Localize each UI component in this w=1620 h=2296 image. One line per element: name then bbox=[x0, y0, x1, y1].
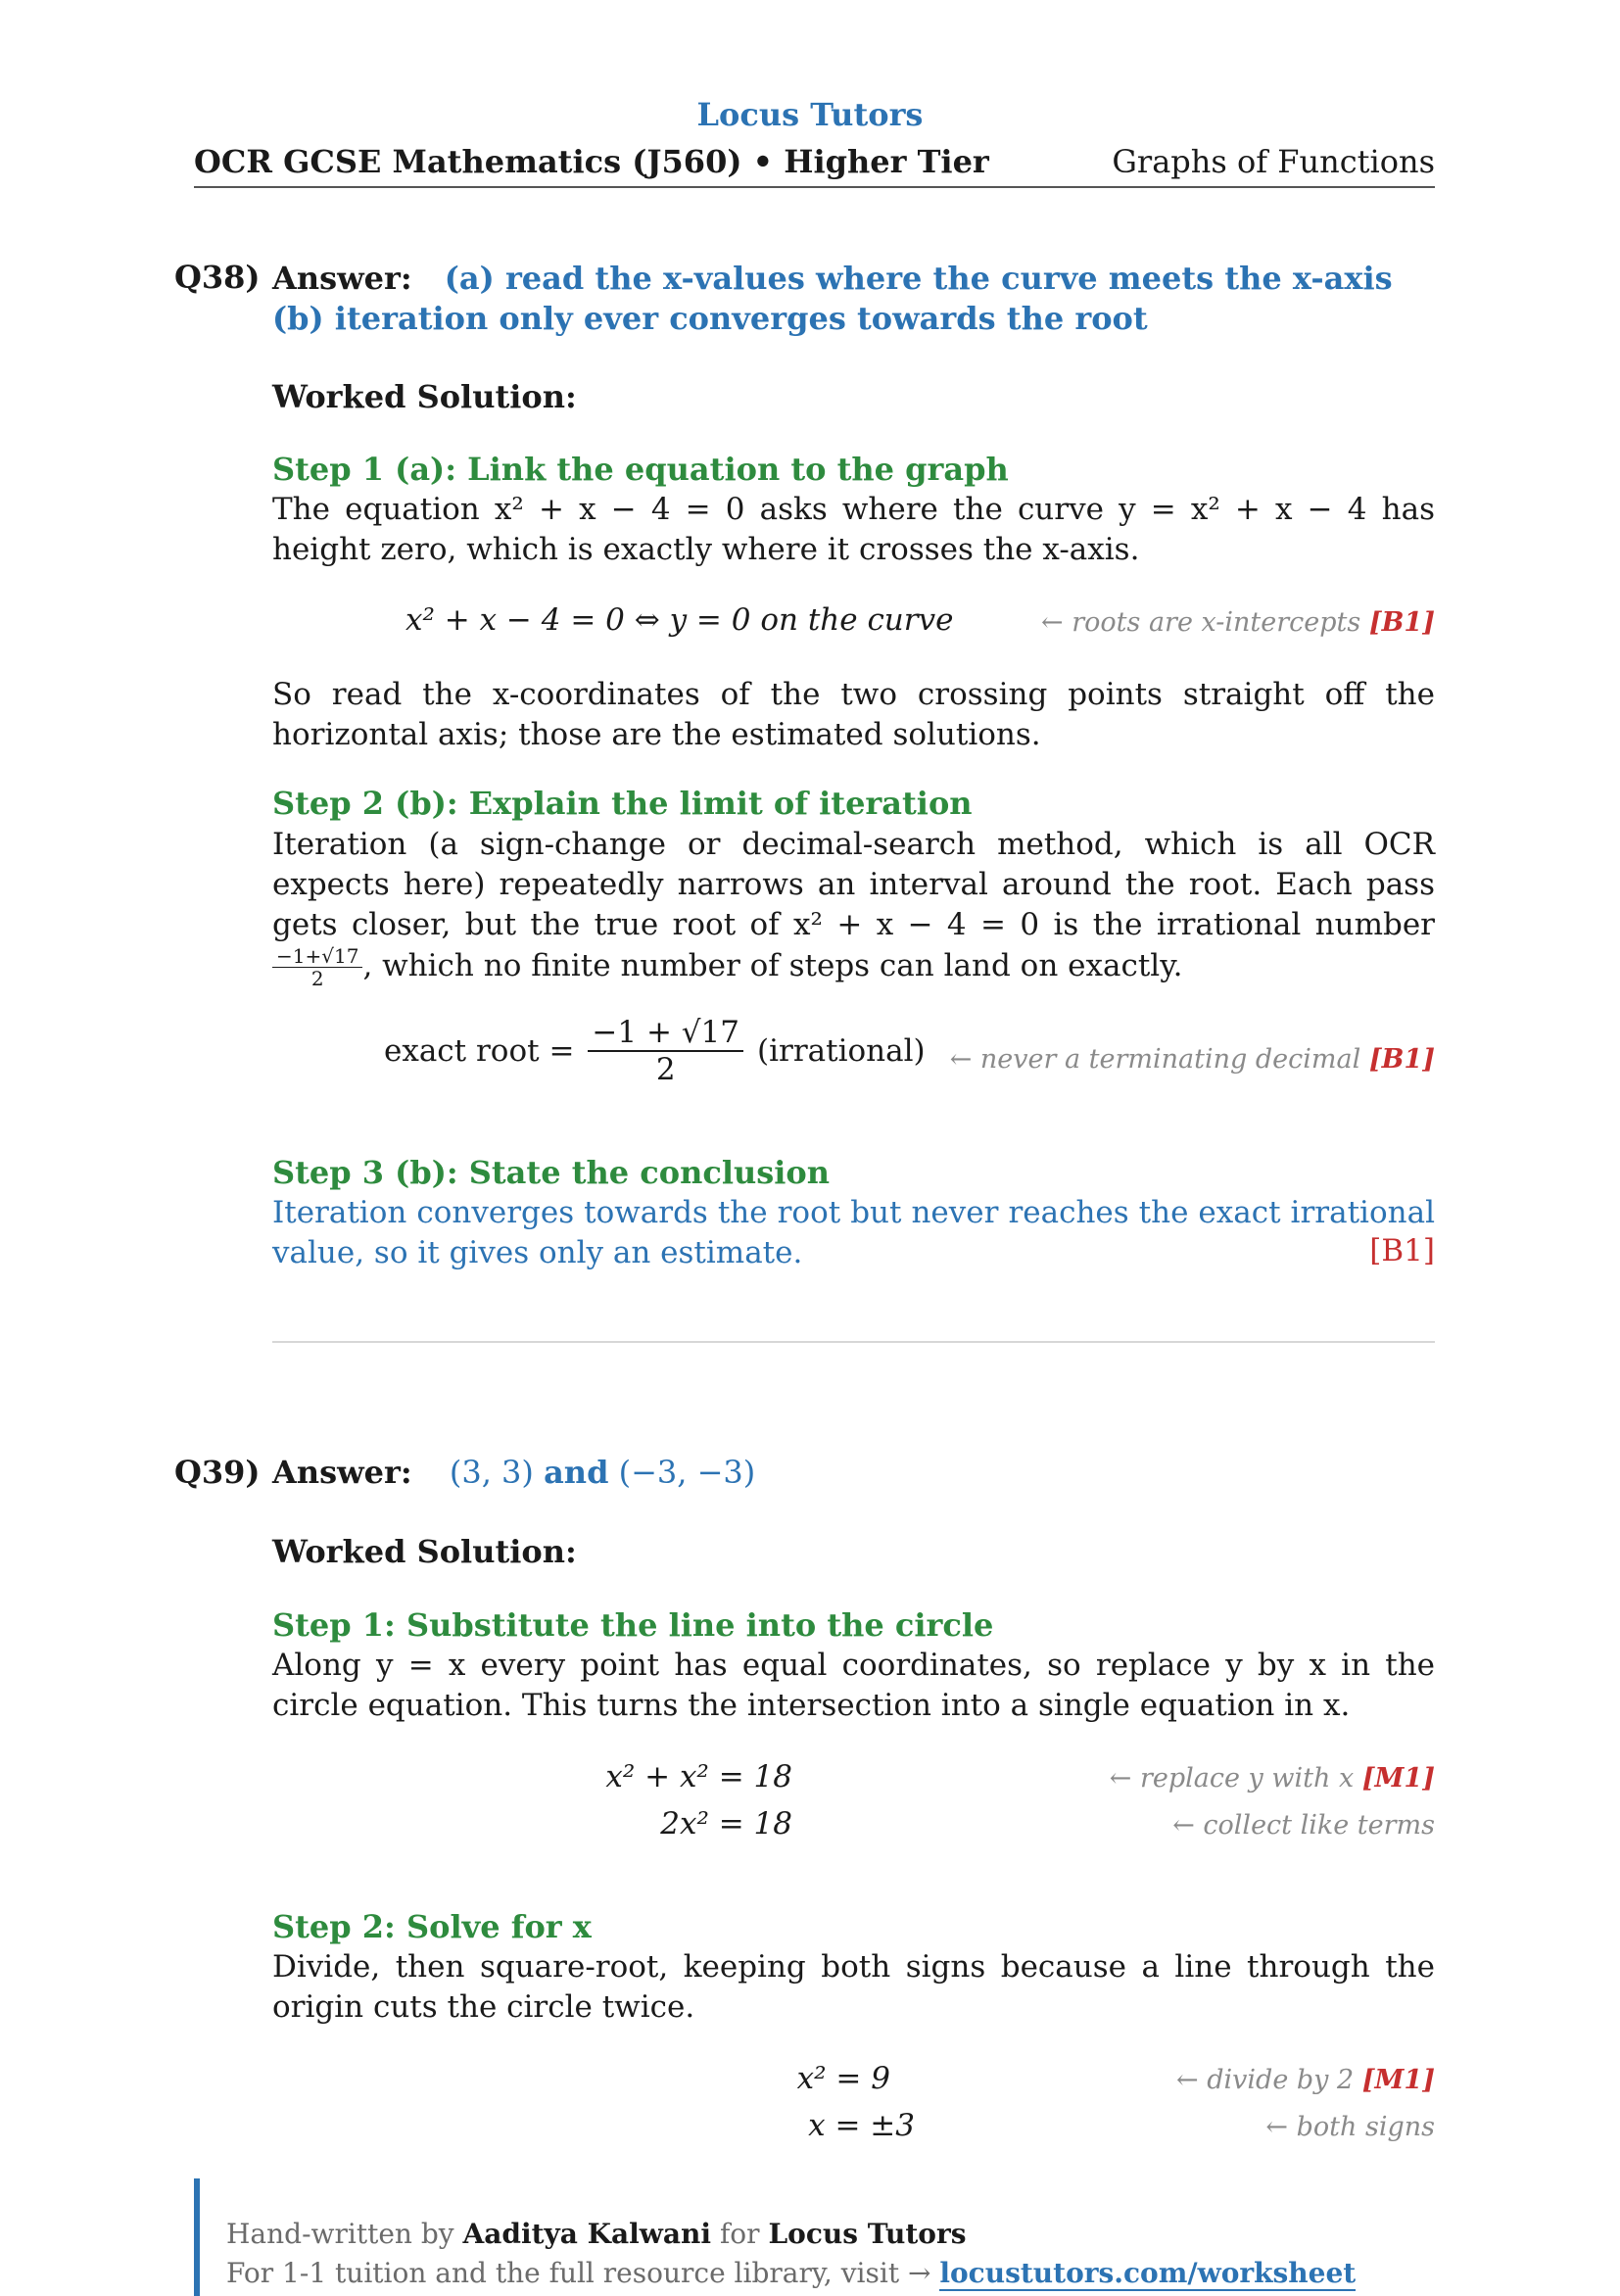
footer-text: For 1-1 tuition and the full resource library, visit → bbox=[226, 2257, 931, 2289]
answer-text: (a) read the x-values where the curve meets the x-axis (b) iteration only ever converges towards the root bbox=[272, 260, 1393, 337]
equation-line: x² + x² = 18 bbox=[605, 1759, 792, 1794]
question-divider bbox=[272, 1341, 1435, 1343]
note-text: ← never a terminating decimal bbox=[949, 1044, 1361, 1075]
worked-solution-label: Worked Solution: bbox=[272, 1533, 577, 1570]
margin-note: ← collect like terms bbox=[1172, 1810, 1435, 1841]
fraction-denominator: 2 bbox=[310, 967, 324, 990]
fraction-denominator: 2 bbox=[655, 1052, 676, 1087]
topic-title: Graphs of Functions bbox=[1112, 143, 1435, 180]
equation-prefix: exact root = bbox=[384, 1033, 575, 1069]
fraction bbox=[588, 1015, 743, 1087]
step-text: Along y = x every point has equal coordinates, so replace y by x in the circle equation. This turns the intersection into a single equation in x. bbox=[272, 1648, 1435, 1723]
step-title: Step 2: Solve for x bbox=[272, 1908, 592, 1945]
note-text: ← divide by 2 bbox=[1176, 2065, 1355, 2095]
course-title: OCR GCSE Mathematics (J560) • Higher Tier bbox=[194, 143, 989, 180]
conclusion-sentence: Iteration converges towards the root but never reaches the exact irrational value, so it gives only an estimate. bbox=[272, 1195, 1435, 1270]
margin-note bbox=[950, 1044, 1435, 1075]
step-text bbox=[272, 825, 1435, 989]
note-text: ← roots are x-intercepts bbox=[1041, 607, 1361, 638]
brand-title: Locus Tutors bbox=[696, 96, 924, 133]
step-text: The equation x² + x − 4 = 0 asks where the curve y = x² + x − 4 has height zero, which is exactly where it crosses the x-axis. bbox=[272, 492, 1435, 567]
step-title: Step 1: Substitute the line into the circle bbox=[272, 1606, 994, 1644]
step-title: Step 2 (b): Explain the limit of iteration bbox=[272, 785, 973, 822]
answer-label: Answer: bbox=[272, 260, 412, 297]
step-text: So read the x-coordinates of the two crossing points straight off the horizontal axis; those are the estimated solutions. bbox=[272, 677, 1435, 752]
fraction-numerator: −1 + √17 bbox=[588, 1015, 743, 1052]
mark-badge: [B1] bbox=[1368, 607, 1435, 638]
equation-line: 2x² = 18 bbox=[660, 1806, 792, 1842]
step-text: Divide, then square-root, keeping both signs because a line through the origin cuts the circle twice. bbox=[272, 1949, 1435, 2025]
equation: x² + x − 4 = 0 ⇔ y = 0 on the curve bbox=[405, 602, 954, 638]
conclusion-text bbox=[272, 1193, 1435, 1273]
mark-badge: [B1] bbox=[1368, 1044, 1435, 1075]
header-rule bbox=[194, 186, 1435, 188]
margin-note: ← both signs bbox=[1265, 2112, 1435, 2142]
mark-badge: [M1] bbox=[1361, 2065, 1435, 2095]
equation-line: x = ±3 bbox=[808, 2108, 915, 2143]
footer-text: for bbox=[719, 2218, 760, 2250]
margin-note bbox=[1176, 2065, 1435, 2095]
footer-accent-bar bbox=[194, 2178, 200, 2296]
fraction bbox=[272, 945, 362, 989]
margin-note bbox=[1041, 607, 1435, 638]
answer-38 bbox=[272, 259, 1435, 339]
worked-solution-label: Worked Solution: bbox=[272, 378, 577, 415]
fraction-numerator: −1+√17 bbox=[272, 945, 362, 968]
step-text-part: , which no finite number of steps can land on exactly. bbox=[362, 948, 1183, 983]
footer-credit bbox=[226, 2218, 966, 2250]
answer-point-1: (3, 3) bbox=[449, 1454, 534, 1491]
equation-line: x² = 9 bbox=[796, 2061, 890, 2096]
mark-badge: [B1] bbox=[1369, 1233, 1435, 1268]
step-text-part: Iteration (a sign-change or decimal-search method, which is all OCR expects here) repeatedly narrows an interval around the root. Each pass gets closer, but the true root of x² + x − 4 = 0 is the irrational number bbox=[272, 827, 1435, 942]
answer-39 bbox=[272, 1454, 755, 1491]
margin-note bbox=[1110, 1763, 1435, 1794]
footer-link[interactable]: locustutors.com/worksheet bbox=[939, 2257, 1357, 2289]
step-title: Step 1 (a): Link the equation to the graph bbox=[272, 451, 1009, 488]
equation bbox=[384, 1015, 926, 1087]
answer-and: and bbox=[544, 1454, 609, 1491]
answer-label: Answer: bbox=[272, 1454, 412, 1491]
note-text: ← replace y with x bbox=[1109, 1763, 1355, 1794]
question-number-39: Q39) bbox=[174, 1454, 261, 1491]
equation-suffix: (irrational) bbox=[757, 1033, 926, 1069]
footer-visit bbox=[226, 2257, 1356, 2289]
step-title: Step 3 (b): State the conclusion bbox=[272, 1154, 831, 1191]
footer-author: Aaditya Kalwani bbox=[462, 2218, 712, 2250]
question-number-38: Q38) bbox=[174, 259, 261, 296]
footer-org: Locus Tutors bbox=[768, 2218, 967, 2250]
answer-point-2: (−3, −3) bbox=[618, 1454, 756, 1491]
mark-badge: [M1] bbox=[1361, 1763, 1435, 1794]
footer-text: Hand-written by bbox=[226, 2218, 454, 2250]
